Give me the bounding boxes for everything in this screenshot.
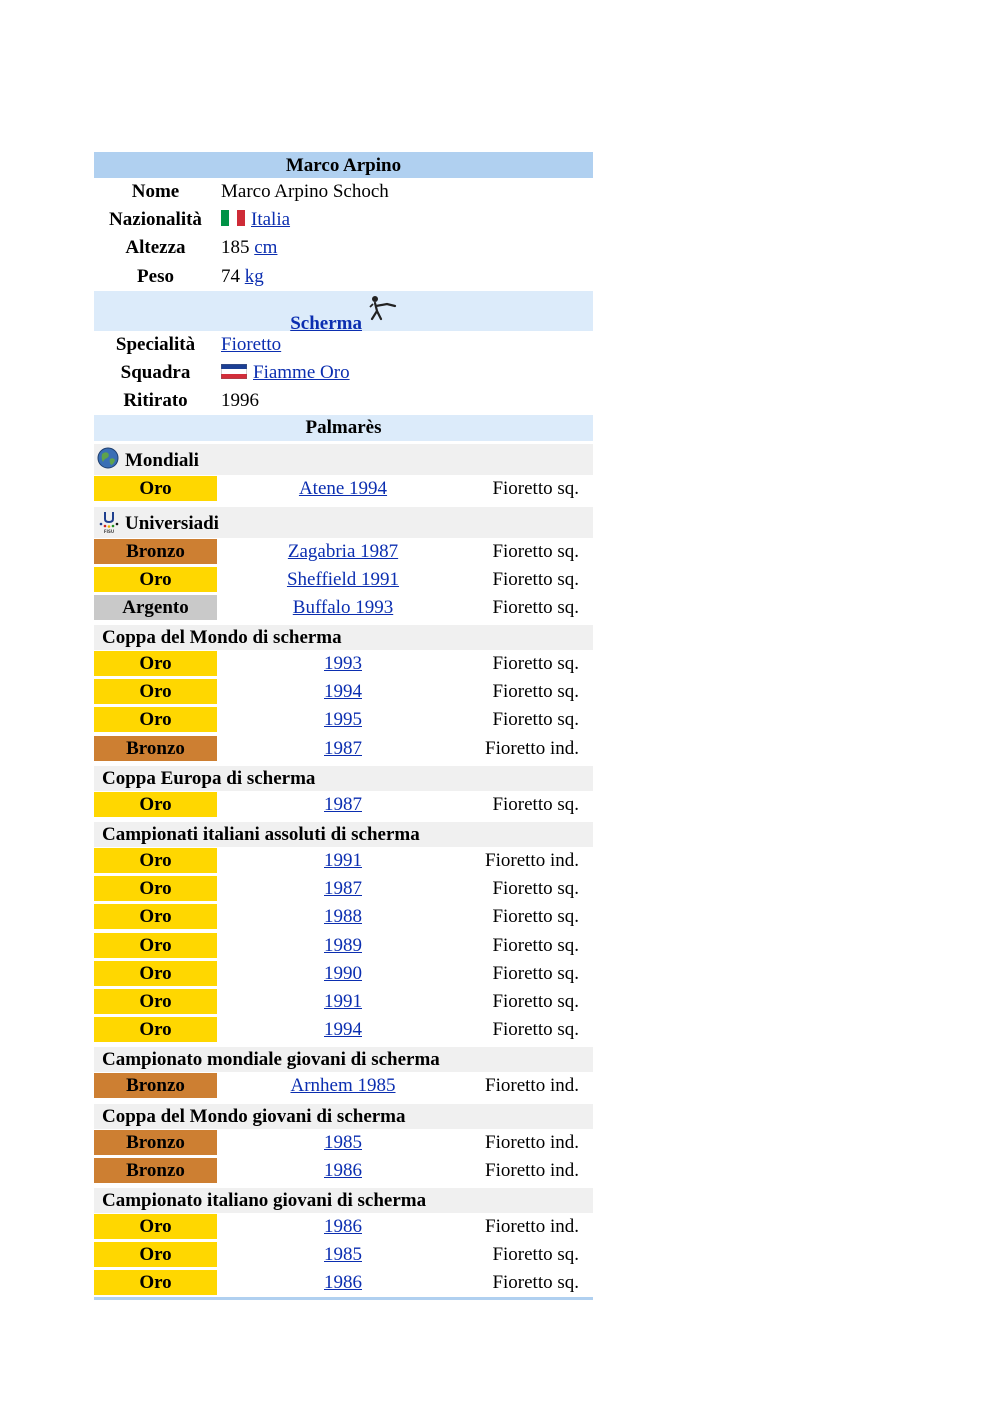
- info-row-ritirato: [94, 387, 593, 415]
- section-title: Campionato italiano giovani di scherma: [94, 1188, 593, 1213]
- event-link[interactable]: 1986: [324, 1272, 362, 1294]
- event-link[interactable]: 1991: [324, 990, 362, 1012]
- event-link[interactable]: 1988: [324, 906, 362, 928]
- event-link[interactable]: 1994: [324, 1019, 362, 1041]
- medal-badge: Oro: [94, 1214, 217, 1239]
- palmares-sections: [94, 444, 593, 1297]
- medal-row: [94, 960, 593, 988]
- event-type: Fioretto sq.: [492, 596, 579, 618]
- event-type: Fioretto sq.: [492, 878, 579, 900]
- medal-badge: Oro: [94, 679, 217, 704]
- infobox-bottom-border: [94, 1297, 593, 1300]
- event-type: Fioretto ind.: [485, 850, 579, 871]
- medal-badge: Bronzo: [94, 1073, 217, 1098]
- event-link[interactable]: 1989: [324, 934, 362, 956]
- medal-badge: Oro: [94, 651, 217, 676]
- event-type: Fioretto ind.: [485, 1159, 579, 1181]
- info-row-altezza: [94, 234, 593, 262]
- medal-row: [94, 735, 593, 763]
- medal-badge: Oro: [94, 904, 217, 929]
- info-label: Nazionalità: [109, 209, 202, 231]
- palmares-header: Palmarès: [94, 415, 593, 441]
- italy-flag-icon: [221, 210, 245, 226]
- event-type: Fioretto sq.: [492, 906, 579, 928]
- specialty-link[interactable]: Fioretto: [221, 333, 282, 355]
- event-type: Fioretto sq.: [492, 709, 579, 731]
- sport-header: [94, 291, 593, 334]
- nationality-link[interactable]: Italia: [251, 209, 291, 231]
- info-label: Altezza: [125, 237, 186, 259]
- medal-badge: Oro: [94, 476, 217, 501]
- event-link[interactable]: 1985: [324, 1244, 362, 1266]
- info-row-nome: [94, 178, 593, 206]
- team-link[interactable]: Fiamme Oro: [253, 361, 350, 383]
- medal-badge: Oro: [94, 567, 217, 592]
- globe-icon: [97, 447, 119, 469]
- infobox: [94, 152, 593, 1300]
- medal-badge: Argento: [94, 595, 217, 620]
- section-title: Campionati italiani assoluti di scherma: [94, 822, 593, 847]
- medal-badge: Oro: [94, 1270, 217, 1295]
- height-unit-link[interactable]: cm: [254, 237, 278, 259]
- medal-badge: Bronzo: [94, 539, 217, 564]
- event-link[interactable]: Buffalo 1993: [292, 596, 394, 618]
- event-type: Fioretto sq.: [492, 540, 579, 562]
- section-title: Campionato mondiale giovani di scherma: [94, 1047, 593, 1072]
- section-title: Coppa del Mondo di scherma: [94, 625, 593, 650]
- event-type: Fioretto sq.: [492, 568, 579, 590]
- section-title: Coppa Europa di scherma: [94, 766, 593, 791]
- medal-row: [94, 1241, 593, 1269]
- medal-badge: Oro: [94, 707, 217, 732]
- medal-row: [94, 538, 593, 566]
- event-link[interactable]: 1995: [324, 709, 362, 731]
- medal-badge: Oro: [94, 961, 217, 986]
- event-link[interactable]: Arnhem 1985: [290, 1075, 396, 1097]
- event-link[interactable]: 1987: [324, 878, 362, 900]
- event-type: Fioretto sq.: [492, 934, 579, 956]
- medal-row: [94, 706, 593, 734]
- event-link[interactable]: Zagabria 1987: [287, 540, 399, 562]
- event-type: Fioretto sq.: [492, 478, 579, 500]
- medal-badge: Oro: [94, 1242, 217, 1267]
- medal-row: [94, 1269, 593, 1297]
- medal-row: [94, 566, 593, 594]
- medal-row: [94, 594, 593, 622]
- medal-row: [94, 1157, 593, 1185]
- info-value: Marco Arpino Schoch: [221, 181, 389, 202]
- fencer-icon: [367, 295, 397, 329]
- event-link[interactable]: 1986: [324, 1159, 362, 1181]
- section-header: [94, 444, 593, 475]
- medal-badge: Oro: [94, 792, 217, 817]
- medal-row: [94, 847, 593, 875]
- medal-row: [94, 875, 593, 903]
- event-link[interactable]: 1987: [324, 793, 362, 815]
- event-type: Fioretto ind.: [485, 1075, 579, 1097]
- event-link[interactable]: 1987: [324, 737, 362, 759]
- event-type: Fioretto ind.: [485, 1215, 579, 1237]
- event-link[interactable]: Sheffield 1991: [286, 568, 400, 590]
- medal-row: [94, 1072, 593, 1100]
- medal-badge: Oro: [94, 848, 217, 873]
- event-link[interactable]: 1991: [324, 850, 362, 871]
- section-title: Coppa del Mondo giovani di scherma: [94, 1104, 593, 1129]
- event-type: Fioretto sq.: [492, 681, 579, 703]
- medal-badge: Oro: [94, 933, 217, 958]
- medal-badge: Oro: [94, 1017, 217, 1042]
- event-type: Fioretto sq.: [492, 653, 579, 675]
- weight-value: 74: [221, 265, 240, 287]
- info-row-nazionalita: [94, 206, 593, 234]
- medal-row: [94, 932, 593, 960]
- event-link[interactable]: 1985: [324, 1131, 362, 1153]
- info-row-squadra: [94, 359, 593, 387]
- medal-row: [94, 650, 593, 678]
- height-value: 185: [221, 237, 250, 259]
- section-title: Universiadi: [125, 512, 219, 534]
- event-link[interactable]: 1993: [324, 653, 362, 675]
- sport-link[interactable]: Scherma: [290, 312, 362, 334]
- svg-text:FISU: FISU: [103, 528, 115, 534]
- event-type: Fioretto sq.: [492, 990, 579, 1012]
- team-flag-icon: [221, 364, 247, 379]
- event-type: Fioretto sq.: [492, 793, 579, 815]
- info-value: 1996: [221, 390, 259, 412]
- event-type: Fioretto ind.: [485, 737, 579, 759]
- info-label: Specialità: [115, 333, 196, 355]
- event-type: Fioretto sq.: [492, 1019, 579, 1041]
- event-link[interactable]: 1994: [324, 681, 362, 703]
- medal-badge: Oro: [94, 989, 217, 1014]
- medal-row: [94, 988, 593, 1016]
- info-row-peso: [94, 263, 593, 291]
- event-link[interactable]: Atene 1994: [298, 478, 388, 500]
- medal-row: [94, 1016, 593, 1044]
- section-title: Mondiali: [125, 450, 199, 472]
- medal-row: [94, 678, 593, 706]
- event-type: Fioretto sq.: [492, 962, 579, 984]
- medal-row: [94, 1129, 593, 1157]
- info-label: Squadra: [120, 361, 191, 383]
- info-label: Peso: [137, 265, 174, 287]
- section-header: [94, 507, 593, 538]
- event-type: Fioretto ind.: [485, 1131, 579, 1153]
- infobox-title: Marco Arpino: [94, 152, 593, 178]
- medal-badge: Bronzo: [94, 1158, 217, 1183]
- event-type: Fioretto sq.: [492, 1272, 579, 1294]
- universiade-icon: [97, 510, 119, 532]
- medal-row: [94, 475, 593, 503]
- info-label: Ritirato: [123, 390, 188, 412]
- medal-badge: Bronzo: [94, 1130, 217, 1155]
- medal-row: [94, 903, 593, 931]
- medal-badge: Bronzo: [94, 736, 217, 761]
- event-link[interactable]: 1986: [324, 1215, 362, 1237]
- weight-unit-link[interactable]: kg: [244, 265, 264, 287]
- event-type: Fioretto sq.: [492, 1244, 579, 1266]
- medal-row: [94, 1213, 593, 1241]
- event-link[interactable]: 1990: [324, 962, 362, 984]
- medal-row: [94, 791, 593, 819]
- medal-badge: Oro: [94, 876, 217, 901]
- info-label: Nome: [131, 181, 180, 202]
- info-row-specialita: [94, 331, 593, 359]
